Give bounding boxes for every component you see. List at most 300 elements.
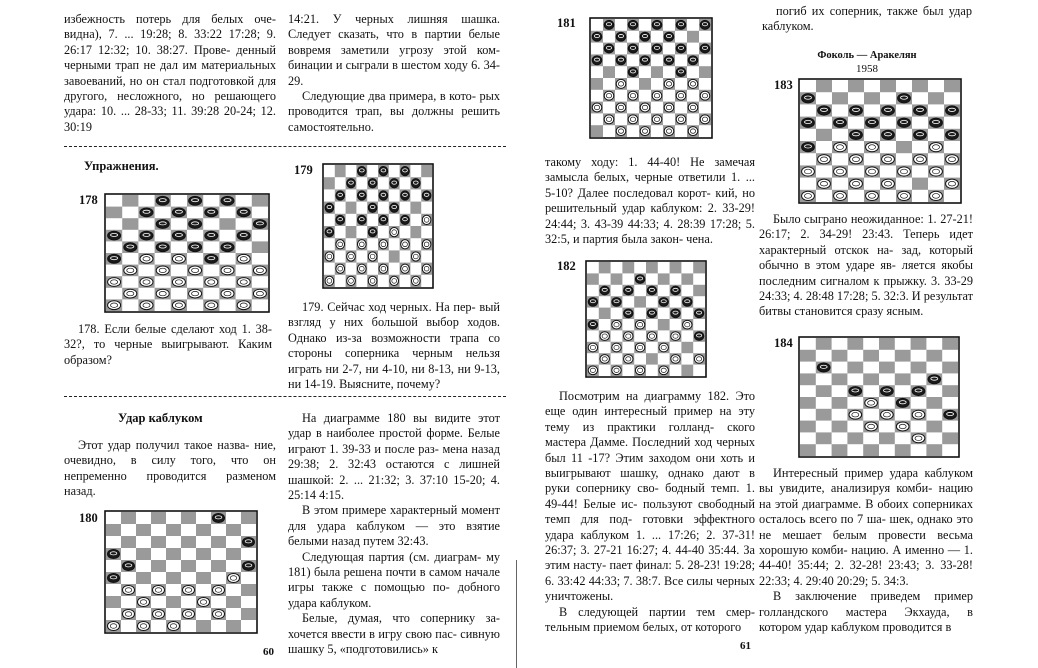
text-line: зад, который обычно в этом ударе яв- <box>759 242 973 273</box>
heel-explanation-text <box>288 411 500 658</box>
white-piece <box>140 254 153 263</box>
white-piece <box>802 167 815 176</box>
white-piece <box>336 240 345 249</box>
checkers-board-183 <box>798 78 962 204</box>
white-piece <box>849 410 862 419</box>
black-piece <box>628 20 638 29</box>
black-piece <box>347 179 356 188</box>
black-piece <box>156 196 169 205</box>
white-piece <box>213 609 225 618</box>
text-line: чена. <box>686 232 713 247</box>
white-piece <box>357 240 366 249</box>
black-piece <box>123 561 135 570</box>
diagram-number: 179 <box>294 163 313 177</box>
text-block <box>759 589 973 635</box>
text-line: нацию на этой диаграмме. В обоих <box>759 481 973 511</box>
text-block <box>545 389 755 605</box>
white-piece <box>616 103 626 112</box>
black-piece <box>600 286 609 295</box>
text-line: рых проводится трап, вы должны <box>288 89 501 119</box>
white-piece <box>172 254 185 263</box>
text-line: каблуком. <box>762 19 814 34</box>
white-piece <box>183 609 195 618</box>
continuation-text-col-a <box>64 12 276 135</box>
white-piece <box>866 142 879 151</box>
white-piece <box>881 410 894 419</box>
white-piece <box>347 252 356 261</box>
white-piece <box>588 343 597 352</box>
black-piece <box>640 32 650 41</box>
white-piece <box>390 227 399 236</box>
text-line: мена назад 29:38; 2. 32:43 остаются с <box>288 441 501 472</box>
black-piece <box>616 32 626 41</box>
game-181-text <box>545 155 755 247</box>
black-piece <box>221 196 234 205</box>
white-piece <box>411 276 420 285</box>
black-piece <box>325 203 334 212</box>
text-line: они хоть и выигрывают шашку, <box>545 450 755 481</box>
white-piece <box>635 343 644 352</box>
white-piece <box>624 355 633 364</box>
black-piece <box>205 231 218 240</box>
text-line: 9. 26:17 12:32; 10. 38:27. Прове- <box>64 27 276 57</box>
black-piece <box>849 387 862 396</box>
white-piece <box>153 585 165 594</box>
white-piece <box>368 276 377 285</box>
white-piece <box>124 266 137 275</box>
diagram-184-text <box>759 466 973 635</box>
black-piece <box>592 56 602 65</box>
text-line: начале игры также с помощью по- <box>288 565 500 595</box>
white-piece <box>198 597 210 606</box>
black-piece <box>189 196 202 205</box>
black-piece <box>817 363 830 372</box>
white-piece <box>336 264 345 273</box>
white-piece <box>325 276 334 285</box>
black-piece <box>172 231 185 240</box>
white-piece <box>898 167 911 176</box>
white-piece <box>108 621 120 630</box>
text-line: тельным приемом белых, от которого <box>545 620 742 635</box>
black-piece <box>205 254 218 263</box>
white-piece <box>802 191 815 200</box>
text-block <box>288 611 500 657</box>
white-piece <box>123 585 135 594</box>
diagram-number: 181 <box>557 16 576 30</box>
text-line: замысла белых, черные ответили <box>545 170 726 185</box>
text-line: решить самостоятельно. <box>288 104 500 134</box>
text-block <box>545 605 755 636</box>
text-line: нацию. А именно — 1. 44-40! 35:44; <box>759 543 973 573</box>
white-piece <box>683 320 692 329</box>
text-line: 17:28; 5. 32:5, и партия была закон- <box>545 216 756 247</box>
text-line: нельзя играть ни 2-7, ни 4-10, ни 8-13, <box>288 346 500 376</box>
white-piece <box>882 155 895 164</box>
black-piece <box>866 118 879 127</box>
diagram-number: 178 <box>79 193 98 207</box>
white-piece <box>652 91 662 100</box>
text-block <box>64 438 276 500</box>
black-piece <box>647 286 656 295</box>
black-piece <box>694 309 703 318</box>
text-line: момент для удара каблуком — это <box>288 503 500 533</box>
white-piece <box>664 79 674 88</box>
text-line: 4. 28:48 17:28; 5. 32:3. И результат <box>793 289 974 304</box>
black-piece <box>243 537 255 546</box>
black-piece <box>944 410 957 419</box>
text-block <box>288 550 500 612</box>
text-line: трапа со стороны соперника черным <box>288 330 500 361</box>
white-piece <box>140 278 153 287</box>
black-piece <box>401 166 410 175</box>
text-line: 2. 32-28! 23:43; 3. 33-28! 22:33; 4. 29:40 <box>759 558 973 588</box>
white-piece <box>676 91 686 100</box>
white-piece <box>866 191 879 200</box>
white-piece <box>688 103 698 112</box>
black-piece <box>834 118 847 127</box>
white-piece <box>368 252 377 261</box>
white-piece <box>138 621 150 630</box>
white-piece <box>914 155 927 164</box>
text-line: прыжку. 3. 33-29 24:33; <box>759 273 974 304</box>
text-line: взятие белыми назад путем 32:43. <box>288 518 500 549</box>
diagram-number: 180 <box>79 511 98 525</box>
white-piece <box>205 301 218 310</box>
white-piece <box>401 240 410 249</box>
black-piece <box>237 231 250 240</box>
text-line: добного удара каблуком. <box>288 580 500 610</box>
text-line: уничтожены. <box>545 589 614 604</box>
black-piece <box>676 44 686 53</box>
white-piece <box>612 366 621 375</box>
black-piece <box>914 130 927 139</box>
text-line: денный черными трап не дал им <box>64 42 276 73</box>
white-piece <box>600 355 609 364</box>
text-line: Это еще один интересный пример <box>545 389 755 419</box>
black-piece <box>928 375 941 384</box>
page-gutter <box>516 560 517 668</box>
text-line: Белые, думая, что сопернику за- <box>302 611 500 626</box>
black-piece <box>156 220 169 229</box>
white-piece <box>628 91 638 100</box>
checkers-board-178 <box>104 193 270 313</box>
text-line: соперниках осталось всего по 7 ша- <box>759 496 973 527</box>
text-line: погиб их соперник, также был удар <box>776 4 972 18</box>
text-block <box>64 322 272 368</box>
white-piece <box>628 115 638 124</box>
exercises-heading: Упражнения. <box>84 159 159 173</box>
white-piece <box>168 621 180 630</box>
white-piece <box>172 278 185 287</box>
text-block <box>759 212 973 320</box>
white-piece <box>946 179 959 188</box>
white-piece <box>640 103 650 112</box>
white-piece <box>700 91 710 100</box>
black-piece <box>700 20 710 29</box>
white-piece <box>108 301 121 310</box>
black-piece <box>390 203 399 212</box>
white-piece <box>930 191 943 200</box>
text-line: Теперь идет характерный отскок на- <box>759 227 973 257</box>
white-piece <box>189 289 202 298</box>
text-line: Было сыграно неожиданное: <box>773 212 924 226</box>
black-piece <box>652 20 662 29</box>
black-piece <box>881 387 894 396</box>
text-line: сивную шашку 5, «подготовились» к <box>288 626 500 657</box>
white-piece <box>390 276 399 285</box>
diagram-number: 182 <box>557 259 576 273</box>
black-piece <box>946 130 959 139</box>
black-piece <box>422 191 431 200</box>
white-piece <box>325 252 334 261</box>
white-piece <box>237 254 250 263</box>
text-line: хочется ввести в игру свою пас- <box>288 626 457 641</box>
black-piece <box>213 513 225 522</box>
right-page <box>519 0 1038 668</box>
white-piece <box>140 301 153 310</box>
text-line: избежность потерь для белых оче- <box>64 12 276 26</box>
text-line: стал подготовкой для другого, <box>64 73 277 104</box>
text-line: непременно проводится разменом <box>64 468 276 483</box>
text-line: 179. Сейчас ход черных. На пер- <box>302 300 476 314</box>
white-piece <box>616 127 626 136</box>
text-line: кий, но решительный удар каблуком: <box>545 185 755 216</box>
black-piece <box>700 44 710 53</box>
text-block <box>288 300 500 392</box>
white-piece <box>588 366 597 375</box>
white-piece <box>834 191 847 200</box>
black-piece <box>882 106 895 115</box>
black-piece <box>243 561 255 570</box>
game-year: 1958 <box>856 63 878 75</box>
text-block <box>288 89 500 135</box>
text-line: шек, однако это не мешает белым <box>759 512 973 542</box>
black-piece <box>647 309 656 318</box>
black-piece <box>802 118 815 127</box>
black-piece <box>379 166 388 175</box>
text-line: В этом примере характерный <box>302 503 458 518</box>
exercise-179-text <box>288 300 500 392</box>
white-piece <box>253 289 266 298</box>
text-block <box>545 155 755 247</box>
white-piece <box>123 609 135 618</box>
text-line: Этот удар получил такое назва- <box>78 438 250 452</box>
text-line: вый взгляд у них большой выбор <box>288 300 500 330</box>
black-piece <box>930 118 943 127</box>
section-heading: Удар каблуком <box>118 411 203 425</box>
white-piece <box>640 127 650 136</box>
white-piece <box>379 264 388 273</box>
game-players: Фоколь — Аракелян <box>817 50 917 61</box>
game-end-text <box>762 4 972 35</box>
text-line: пользуют свободный темп для под- <box>545 496 755 527</box>
black-piece <box>664 32 674 41</box>
white-piece <box>189 266 202 275</box>
white-piece <box>834 167 847 176</box>
black-piece <box>694 332 703 341</box>
text-line: ние, очевидно, в силу того, что он <box>64 438 276 468</box>
black-piece <box>368 227 377 236</box>
white-piece <box>659 366 668 375</box>
white-piece <box>946 155 959 164</box>
black-piece <box>676 68 686 77</box>
black-piece <box>676 20 686 29</box>
white-piece <box>882 179 895 188</box>
black-piece <box>659 298 668 307</box>
text-line: 1. ... 17:26; 2. 37-31! 26:37; 3. 27-21 <box>545 527 756 558</box>
text-line: 1. ... 5-10? Далее последовал корот- <box>545 170 755 200</box>
white-piece <box>664 103 674 112</box>
text-line: ни 9-13, ни 14-19. Выясните, почему? <box>288 361 500 392</box>
white-piece <box>347 276 356 285</box>
black-piece <box>664 56 674 65</box>
black-piece <box>588 298 597 307</box>
game-183-text <box>759 212 973 320</box>
white-piece <box>635 366 644 375</box>
white-piece <box>671 355 680 364</box>
black-piece <box>671 309 680 318</box>
white-piece <box>898 191 911 200</box>
text-line: Белые играют 1. 39-33 и после раз- <box>288 426 500 456</box>
white-piece <box>647 332 656 341</box>
text-line: голландского мастера Экхауда, в <box>759 604 973 619</box>
black-piece <box>628 44 638 53</box>
white-piece <box>912 434 925 443</box>
checkers-board-179 <box>322 163 434 289</box>
black-piece <box>624 286 633 295</box>
text-block <box>288 12 500 89</box>
black-piece <box>914 106 927 115</box>
black-piece <box>221 243 234 252</box>
text-block <box>288 411 500 503</box>
text-line: Посмотрим на диаграмму 182. <box>559 389 730 403</box>
text-line: В следующей партии тем смер- <box>559 604 755 619</box>
text-line: 178. Если белые сделают ход <box>78 322 237 336</box>
white-piece <box>930 167 943 176</box>
black-piece <box>624 309 633 318</box>
damme-example-text <box>545 389 755 636</box>
black-piece <box>357 166 366 175</box>
white-piece <box>221 266 234 275</box>
text-line: бодный темп. 1. 49-44! Белые ис- <box>545 481 755 511</box>
black-piece <box>818 106 831 115</box>
white-piece <box>422 264 431 273</box>
text-line: несложного, но решающего удара: <box>64 89 276 119</box>
white-piece <box>600 332 609 341</box>
black-piece <box>640 56 650 65</box>
black-piece <box>652 44 662 53</box>
text-block <box>762 4 972 35</box>
black-piece <box>205 208 218 217</box>
black-piece <box>588 320 597 329</box>
white-piece <box>930 142 943 151</box>
black-piece <box>616 56 626 65</box>
white-piece <box>221 289 234 298</box>
white-piece <box>635 320 644 329</box>
text-line: удар в наиболее простой форме. <box>288 426 463 441</box>
text-line: материальных завоеваний, но он <box>64 58 277 88</box>
black-piece <box>671 286 680 295</box>
white-piece <box>213 585 225 594</box>
text-line: 20:29; 5. 34:3. <box>836 573 909 588</box>
black-piece <box>108 254 121 263</box>
white-piece <box>866 167 879 176</box>
black-piece <box>912 387 925 396</box>
page-number: 61 <box>740 640 751 652</box>
text-line: битвы становится сразу ясным. <box>759 304 924 319</box>
black-piece <box>368 203 377 212</box>
text-line: бинации и сыграли в шестом ходу <box>288 58 468 73</box>
text-line: 10. ... 28-33; 11. 39:28 20-24; 12. 30:19 <box>64 104 277 134</box>
text-line: однако дают в руки сопернику сво- <box>545 466 755 496</box>
white-piece <box>818 155 831 164</box>
text-line: ляется якобы последним сигналом к <box>759 258 974 288</box>
white-piece <box>912 410 925 419</box>
white-piece <box>850 179 863 188</box>
black-piece <box>108 549 120 558</box>
black-piece <box>635 275 644 284</box>
black-piece <box>390 179 399 188</box>
black-piece <box>802 94 815 103</box>
text-line: видна), 7. ... 19:28; 8. 33:22 17:28; <box>64 27 261 42</box>
white-piece <box>664 127 674 136</box>
black-piece <box>124 243 137 252</box>
text-line: 2. 33-29! 24:44; 3. 43-39 44:33; 4. 28:39 <box>545 201 755 231</box>
white-piece <box>604 91 614 100</box>
black-piece <box>379 215 388 224</box>
text-block <box>759 466 973 589</box>
text-line: 1. 38-32?, то черные выигрывают. <box>64 322 272 352</box>
black-piece <box>612 298 621 307</box>
white-piece <box>659 343 668 352</box>
text-line: 16:27; 4. 44-40 35:44. За этим насту- <box>545 543 755 573</box>
black-piece <box>368 179 377 188</box>
text-line: му 181) была решена почти в самом <box>288 549 500 580</box>
white-piece <box>172 301 185 310</box>
black-piece <box>688 56 698 65</box>
white-piece <box>237 301 250 310</box>
black-piece <box>156 243 169 252</box>
text-line: На диаграмме 180 вы видите этот <box>302 411 500 425</box>
black-piece <box>683 298 692 307</box>
diagram-number: 184 <box>774 336 793 350</box>
white-piece <box>422 215 431 224</box>
white-piece <box>253 266 266 275</box>
white-piece <box>612 320 621 329</box>
white-piece <box>401 264 410 273</box>
text-line: назад. <box>64 484 96 499</box>
text-line: котором удар каблуком проводится в <box>759 620 952 635</box>
text-line: провести весьма хорошую комби- <box>759 527 973 558</box>
text-line: Следующая партия (см. диаграм- <box>302 549 482 564</box>
white-piece <box>616 79 626 88</box>
white-piece <box>688 127 698 136</box>
white-piece <box>604 115 614 124</box>
checkers-board-180 <box>104 510 258 634</box>
black-piece <box>401 215 410 224</box>
white-piece <box>108 278 121 287</box>
white-piece <box>183 585 195 594</box>
white-piece <box>237 278 250 287</box>
text-line: В заключение приведем пример <box>773 589 973 604</box>
white-piece <box>411 252 420 261</box>
checkers-board-181 <box>589 17 713 139</box>
black-piece <box>336 215 345 224</box>
diagram-number: 183 <box>774 78 793 92</box>
text-line: Интересный пример удара каблуком вы увидите, анализируя комби- <box>759 466 973 496</box>
black-piece <box>108 231 121 240</box>
white-piece <box>379 240 388 249</box>
